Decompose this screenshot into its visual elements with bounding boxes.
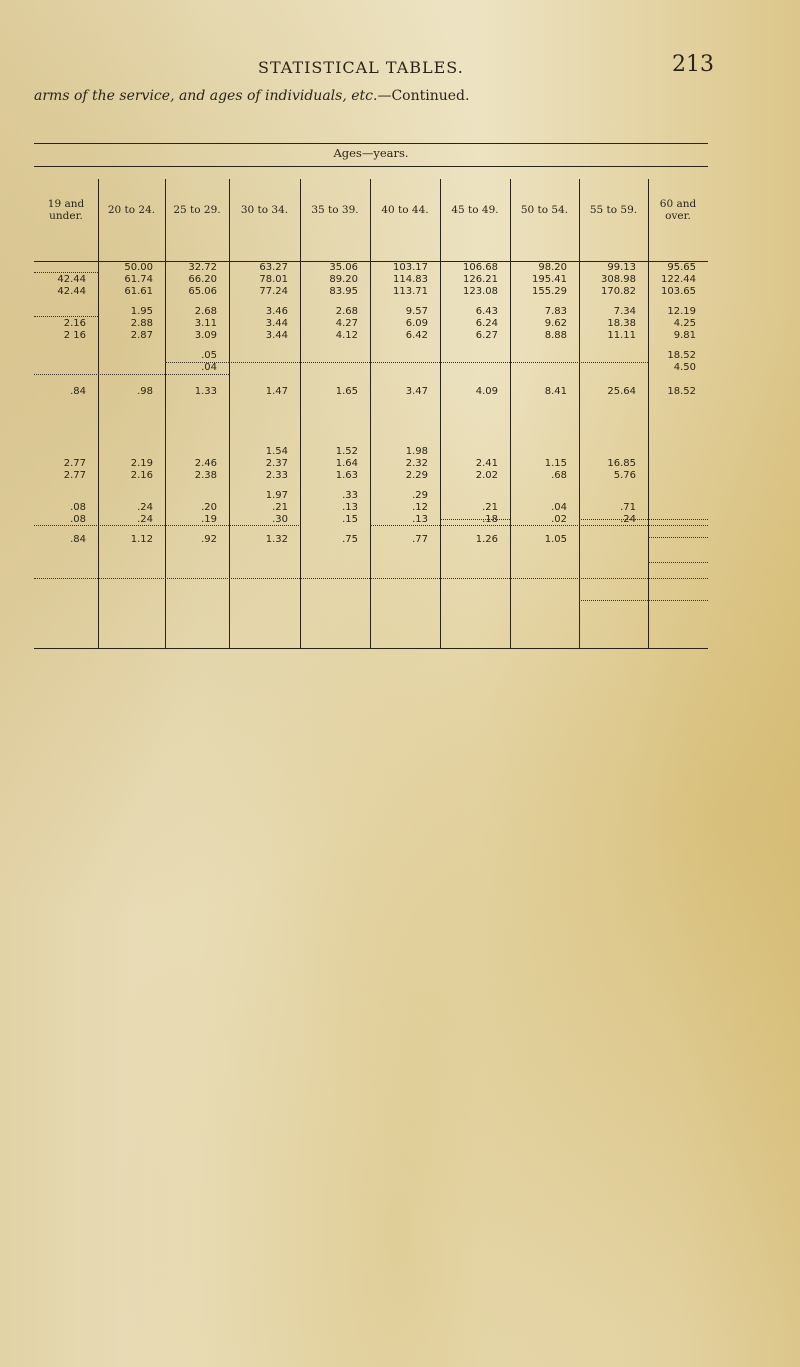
table-cell: .20 bbox=[201, 502, 217, 513]
table-cell: 1.33 bbox=[194, 386, 217, 397]
dotted-leader bbox=[370, 525, 440, 526]
column-header: 19 and under. bbox=[47, 198, 85, 222]
table-cell: 77.24 bbox=[259, 286, 288, 297]
table-cell: 1.15 bbox=[544, 458, 567, 469]
dotted-leader bbox=[648, 537, 708, 538]
dotted-leader bbox=[34, 316, 98, 317]
dotted-leader bbox=[579, 519, 648, 520]
table-cell: 11.11 bbox=[607, 330, 636, 341]
table-cell: 1.05 bbox=[544, 534, 567, 545]
table-cell: 3.44 bbox=[265, 330, 288, 341]
column-header: 60 and over. bbox=[659, 198, 697, 222]
table-cell: 2.16 bbox=[63, 318, 86, 329]
table-cell: 1.32 bbox=[265, 534, 288, 545]
dotted-leader bbox=[34, 578, 708, 579]
table-cell: 2.32 bbox=[405, 458, 428, 469]
table-cell: .84 bbox=[70, 386, 86, 397]
dotted-leader bbox=[165, 525, 229, 526]
table-cell: 9.62 bbox=[544, 318, 567, 329]
table-cell: 12.19 bbox=[667, 306, 696, 317]
table-cell: 65.06 bbox=[188, 286, 217, 297]
table-cell: 3.47 bbox=[405, 386, 428, 397]
table-cell: 89.20 bbox=[329, 274, 358, 285]
dotted-leader bbox=[579, 600, 648, 601]
table-cell: .15 bbox=[342, 514, 358, 525]
table-cell: 1.65 bbox=[335, 386, 358, 397]
table-cell: 35.06 bbox=[329, 262, 358, 273]
table-cell: .04 bbox=[201, 362, 217, 373]
dotted-leader bbox=[440, 525, 510, 526]
table-cell: .71 bbox=[620, 502, 636, 513]
table-cell: .98 bbox=[137, 386, 153, 397]
table-cell: .18 bbox=[482, 514, 498, 525]
dotted-leader bbox=[648, 600, 708, 601]
table-cell: 32.72 bbox=[188, 262, 217, 273]
column-header: 55 to 59. bbox=[589, 204, 638, 216]
table-cell: 114.83 bbox=[393, 274, 428, 285]
table-cell: 3.09 bbox=[194, 330, 217, 341]
table-cell: 9.81 bbox=[673, 330, 696, 341]
dotted-leader bbox=[165, 362, 229, 363]
table-cell: 2.29 bbox=[405, 470, 428, 481]
table-cell: 308.98 bbox=[601, 274, 636, 285]
table-cell: 122.44 bbox=[661, 274, 696, 285]
table-cell: 42.44 bbox=[57, 274, 86, 285]
table-cell: 66.20 bbox=[188, 274, 217, 285]
caption-continued: —Continued. bbox=[377, 88, 470, 104]
dotted-leader bbox=[579, 525, 648, 526]
table-cell: 95.65 bbox=[667, 262, 696, 273]
dotted-leader bbox=[510, 525, 580, 526]
table-cell: 83.95 bbox=[329, 286, 358, 297]
table-cell: 3.46 bbox=[265, 306, 288, 317]
table-cell: 1.52 bbox=[335, 446, 358, 457]
table-cell: 2.46 bbox=[194, 458, 217, 469]
table-cell: .24 bbox=[137, 514, 153, 525]
table-cell: 1.64 bbox=[335, 458, 358, 469]
table-cell: 2.88 bbox=[130, 318, 153, 329]
table-cell: 106.68 bbox=[463, 262, 498, 273]
table-cell: .75 bbox=[342, 534, 358, 545]
table-cell: .24 bbox=[620, 514, 636, 525]
table-cell: 170.82 bbox=[601, 286, 636, 297]
table-cell: 18.38 bbox=[607, 318, 636, 329]
table-cell: 61.74 bbox=[124, 274, 153, 285]
dotted-leader bbox=[34, 374, 229, 375]
table-cell: 99.13 bbox=[607, 262, 636, 273]
table-caption bbox=[34, 88, 469, 104]
table-cell: 50.00 bbox=[124, 262, 153, 273]
table-cell: 25.64 bbox=[607, 386, 636, 397]
table-cell: 4.25 bbox=[673, 318, 696, 329]
table-cell: 4.09 bbox=[475, 386, 498, 397]
table-cell: 126.21 bbox=[463, 274, 498, 285]
table-cell: 1.63 bbox=[335, 470, 358, 481]
table-cell: 7.83 bbox=[544, 306, 567, 317]
table-cell: .84 bbox=[70, 534, 86, 545]
column-header: 20 to 24. bbox=[107, 204, 156, 216]
table-cell: .08 bbox=[70, 514, 86, 525]
dotted-leader bbox=[648, 562, 708, 563]
dotted-leader bbox=[34, 525, 165, 526]
header-rule bbox=[34, 166, 708, 167]
table-cell: .19 bbox=[201, 514, 217, 525]
table-cell: 63.27 bbox=[259, 262, 288, 273]
table-cell: 7.34 bbox=[613, 306, 636, 317]
column-header: 40 to 44. bbox=[381, 204, 429, 216]
table-cell: 61.61 bbox=[124, 286, 153, 297]
dotted-leader bbox=[34, 272, 98, 273]
table-cell: .08 bbox=[70, 502, 86, 513]
table-cell: 2.38 bbox=[194, 470, 217, 481]
column-header: 25 to 29. bbox=[173, 204, 221, 216]
dotted-leader bbox=[440, 519, 510, 520]
table-cell: 2.41 bbox=[475, 458, 498, 469]
table-cell: 1.97 bbox=[265, 490, 288, 501]
table-cell: 98.20 bbox=[538, 262, 567, 273]
table-cell: 3.44 bbox=[265, 318, 288, 329]
table-cell: 16.85 bbox=[607, 458, 636, 469]
table-cell: .24 bbox=[137, 502, 153, 513]
table-cell: 155.29 bbox=[532, 286, 567, 297]
table-cell: 1.12 bbox=[130, 534, 153, 545]
table-cell: 2.02 bbox=[475, 470, 498, 481]
table-cell: 18.52 bbox=[667, 350, 696, 361]
table-cell: .05 bbox=[201, 350, 217, 361]
table-cell: 2.87 bbox=[130, 330, 153, 341]
table-cell: 103.17 bbox=[393, 262, 428, 273]
table-cell: 113.71 bbox=[393, 286, 428, 297]
column-header: 45 to 49. bbox=[451, 204, 499, 216]
table-cell: 1.47 bbox=[265, 386, 288, 397]
table-cell: 8.88 bbox=[544, 330, 567, 341]
table-cell: 9.57 bbox=[405, 306, 428, 317]
table-cell: 6.27 bbox=[475, 330, 498, 341]
table-cell: 6.43 bbox=[475, 306, 498, 317]
table-cell: 1.95 bbox=[130, 306, 153, 317]
table-cell: 6.42 bbox=[405, 330, 428, 341]
table-cell: 2.77 bbox=[63, 458, 86, 469]
ages-group-header: Ages—years. bbox=[333, 146, 409, 160]
table-cell: .04 bbox=[551, 502, 567, 513]
table-cell: 2.19 bbox=[130, 458, 153, 469]
page-number: 213 bbox=[672, 52, 714, 77]
table-cell: 4.12 bbox=[335, 330, 358, 341]
page-heading: STATISTICAL TABLES. bbox=[258, 58, 464, 77]
dotted-leader bbox=[648, 525, 708, 526]
table-cell: .29 bbox=[412, 490, 428, 501]
table-cell: 6.09 bbox=[405, 318, 428, 329]
table-cell: 4.50 bbox=[673, 362, 696, 373]
table-cell: 2.68 bbox=[194, 306, 217, 317]
dotted-leader bbox=[229, 362, 648, 363]
dotted-leader bbox=[648, 519, 708, 520]
table-cell: .02 bbox=[551, 514, 567, 525]
table-cell: .12 bbox=[412, 502, 428, 513]
table-cell: 42.44 bbox=[57, 286, 86, 297]
table-cell: .68 bbox=[551, 470, 567, 481]
table-cell: .92 bbox=[201, 534, 217, 545]
table-cell: 4.27 bbox=[335, 318, 358, 329]
statistics-table bbox=[34, 143, 708, 649]
table-cell: 103.65 bbox=[661, 286, 696, 297]
table-cell: .77 bbox=[412, 534, 428, 545]
table-cell: 2.37 bbox=[265, 458, 288, 469]
table-cell: 2.68 bbox=[335, 306, 358, 317]
table-cell: .30 bbox=[272, 514, 288, 525]
table-cell: 78.01 bbox=[259, 274, 288, 285]
table-cell: .13 bbox=[342, 502, 358, 513]
table-cell: 5.76 bbox=[613, 470, 636, 481]
table-cell: 2.33 bbox=[265, 470, 288, 481]
table-cell: 3.11 bbox=[194, 318, 217, 329]
column-header: 50 to 54. bbox=[520, 204, 569, 216]
dotted-leader bbox=[229, 525, 299, 526]
table-cell: 2.16 bbox=[130, 470, 153, 481]
column-header: 35 to 39. bbox=[311, 204, 359, 216]
table-cell: 2.77 bbox=[63, 470, 86, 481]
table-cell: .21 bbox=[482, 502, 498, 513]
caption-italic: arms of the service, and ages of individuals, etc. bbox=[34, 88, 378, 104]
table-cell: .21 bbox=[272, 502, 288, 513]
table-cell: 2 16 bbox=[63, 330, 86, 341]
table-cell: .13 bbox=[412, 514, 428, 525]
table-cell: 123.08 bbox=[463, 286, 498, 297]
table-cell: 18.52 bbox=[667, 386, 696, 397]
table-cell: 1.54 bbox=[265, 446, 288, 457]
table-cell: 1.26 bbox=[475, 534, 498, 545]
table-cell: 6.24 bbox=[475, 318, 498, 329]
column-header: 30 to 34. bbox=[240, 204, 289, 216]
table-cell: .33 bbox=[342, 490, 358, 501]
table-cell: 195.41 bbox=[532, 274, 567, 285]
table-cell: 8.41 bbox=[544, 386, 567, 397]
table-cell: 1.98 bbox=[405, 446, 428, 457]
